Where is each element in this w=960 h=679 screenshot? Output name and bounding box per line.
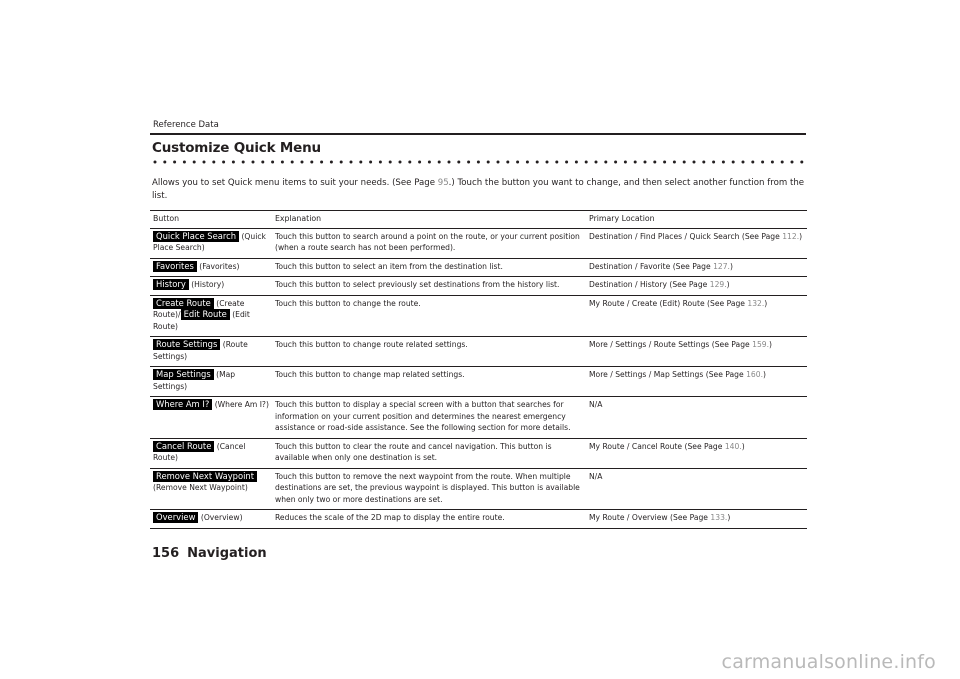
location-cell xyxy=(586,367,807,397)
table-row xyxy=(150,228,807,258)
page-footer xyxy=(152,546,267,561)
page-reference-link[interactable]: 159. xyxy=(752,340,770,349)
button-caption: (Remove Next Waypoint) xyxy=(153,483,248,492)
explanation-cell: Touch this button to search around a point on the route, or your current position (when a route search has not been performed). xyxy=(272,228,586,258)
section-header: Reference Data xyxy=(153,120,219,130)
location-cell xyxy=(586,510,807,529)
location-close: ) xyxy=(799,231,803,241)
menu-button-label: Favorites xyxy=(153,261,197,272)
menu-button-label: Remove Next Waypoint xyxy=(153,471,257,482)
button-caption: (Map Settings) xyxy=(153,370,236,391)
page-reference-link[interactable]: 95 xyxy=(437,178,449,188)
table-row xyxy=(150,367,807,397)
button-caption: (History) xyxy=(188,280,225,289)
menu-button-label: Edit Route xyxy=(181,309,230,320)
location-close: ) xyxy=(763,370,766,379)
location-close: ) xyxy=(726,280,730,289)
location-close: ) xyxy=(769,340,772,349)
location-cell xyxy=(586,337,807,367)
page-reference-link[interactable]: 140. xyxy=(724,441,742,451)
explanation-cell: Touch this button to remove the next waypoint from the route. When multiple destinations are set, the previous waypoint is displayed. This button is available when only two or more destinations are set. xyxy=(272,468,586,510)
button-caption: (Overview) xyxy=(198,513,243,522)
explanation-cell: Touch this button to select previously set destinations from the history list. xyxy=(272,277,586,296)
explanation-cell: Reduces the scale of the 2D map to display the entire route. xyxy=(272,510,586,529)
page-reference-link[interactable]: 112. xyxy=(782,231,800,241)
button-cell xyxy=(150,228,272,258)
header-rule xyxy=(150,133,806,135)
explanation-cell: Touch this button to change route related settings. xyxy=(272,337,586,367)
explanation-cell: Touch this button to change map related settings. xyxy=(272,367,586,397)
location-cell xyxy=(586,438,807,468)
button-caption: (Where Am I?) xyxy=(212,400,269,409)
menu-button-label: History xyxy=(153,279,189,290)
location-close: ) xyxy=(727,513,731,522)
location-text: N/A xyxy=(589,471,603,481)
dotted-divider xyxy=(153,159,805,165)
menu-button-label: Route Settings xyxy=(153,339,220,350)
explanation-cell: Touch this button to display a special screen with a button that searches for information on your current position and determines the nearest emergency assistance or road-side assistance. See the following section for more details. xyxy=(272,397,586,439)
button-cell xyxy=(150,397,272,439)
button-caption: (Quick Place Search) xyxy=(153,231,266,252)
menu-button-label: Where Am I? xyxy=(153,399,212,410)
location-close: ) xyxy=(741,441,745,451)
page-title: Customize Quick Menu xyxy=(152,140,321,156)
menu-button-label: Quick Place Search xyxy=(153,231,239,242)
location-cell xyxy=(586,258,807,277)
intro-text-rest: .) Touch the button you want to change, and then select another function from the list. xyxy=(152,178,805,201)
button-cell xyxy=(150,337,272,367)
location-close: ) xyxy=(764,298,768,308)
page-reference-link[interactable]: 127. xyxy=(713,261,730,271)
button-caption: (Create Route)/ xyxy=(153,298,245,319)
intro-text: Allows you to set Quick menu items to suit your needs. (See Page xyxy=(152,178,438,188)
button-caption: (Favorites) xyxy=(196,261,240,271)
button-cell xyxy=(150,367,272,397)
button-cell xyxy=(150,438,272,468)
location-text: My Route / Cancel Route (See Page xyxy=(589,441,725,451)
watermark: carmanualsonline.info xyxy=(721,651,936,673)
quick-menu-table xyxy=(150,210,807,529)
button-cell xyxy=(150,277,272,296)
location-cell xyxy=(586,468,807,510)
table-row xyxy=(150,397,807,439)
column-header: Button xyxy=(150,211,272,229)
explanation-cell: Touch this button to clear the route and cancel navigation. This button is available when only one destination is set. xyxy=(272,438,586,468)
location-text: My Route / Overview (See Page xyxy=(589,513,711,522)
location-text: More / Settings / Map Settings (See Page xyxy=(589,370,747,379)
table-row xyxy=(150,295,807,337)
table-row xyxy=(150,337,807,367)
column-header: Explanation xyxy=(272,211,586,229)
table-row xyxy=(150,510,807,529)
location-text: N/A xyxy=(589,400,603,409)
table-row xyxy=(150,438,807,468)
button-caption: (Route Settings) xyxy=(153,340,248,361)
page-reference-link[interactable]: 132. xyxy=(747,298,765,308)
button-cell xyxy=(150,258,272,277)
button-cell xyxy=(150,295,272,337)
explanation-cell: Touch this button to select an item from the destination list. xyxy=(272,258,586,277)
button-caption: (Cancel Route) xyxy=(153,441,246,462)
location-text: Destination / Favorite (See Page xyxy=(589,261,714,271)
location-cell xyxy=(586,277,807,296)
page-number: 156 xyxy=(152,546,180,561)
table-row xyxy=(150,468,807,510)
button-cell xyxy=(150,468,272,510)
location-text: Destination / Find Places / Quick Search (See Page xyxy=(589,231,783,241)
location-text: More / Settings / Route Settings (See Page xyxy=(589,340,753,349)
location-cell xyxy=(586,295,807,337)
location-cell xyxy=(586,397,807,439)
location-text: My Route / Create (Edit) Route (See Page xyxy=(589,298,748,308)
page-reference-link[interactable]: 133. xyxy=(710,513,728,522)
page-reference-link[interactable]: 160. xyxy=(746,370,764,379)
menu-button-label: Cancel Route xyxy=(153,441,214,452)
column-header: Primary Location xyxy=(586,211,807,229)
footer-section: Navigation xyxy=(187,546,267,561)
table-row xyxy=(150,258,807,277)
menu-button-label: Overview xyxy=(153,512,198,523)
table-row xyxy=(150,277,807,296)
page-reference-link[interactable]: 129. xyxy=(709,280,727,289)
menu-button-label: Map Settings xyxy=(153,369,214,380)
button-cell xyxy=(150,510,272,529)
location-close: ) xyxy=(729,261,733,271)
intro-paragraph xyxy=(152,177,807,203)
explanation-cell: Touch this button to change the route. xyxy=(272,295,586,337)
location-text: Destination / History (See Page xyxy=(589,280,710,289)
button-caption: (Edit Route) xyxy=(153,310,250,331)
location-cell xyxy=(586,228,807,258)
menu-button-label: Create Route xyxy=(153,298,214,309)
table-header-row xyxy=(150,211,807,229)
